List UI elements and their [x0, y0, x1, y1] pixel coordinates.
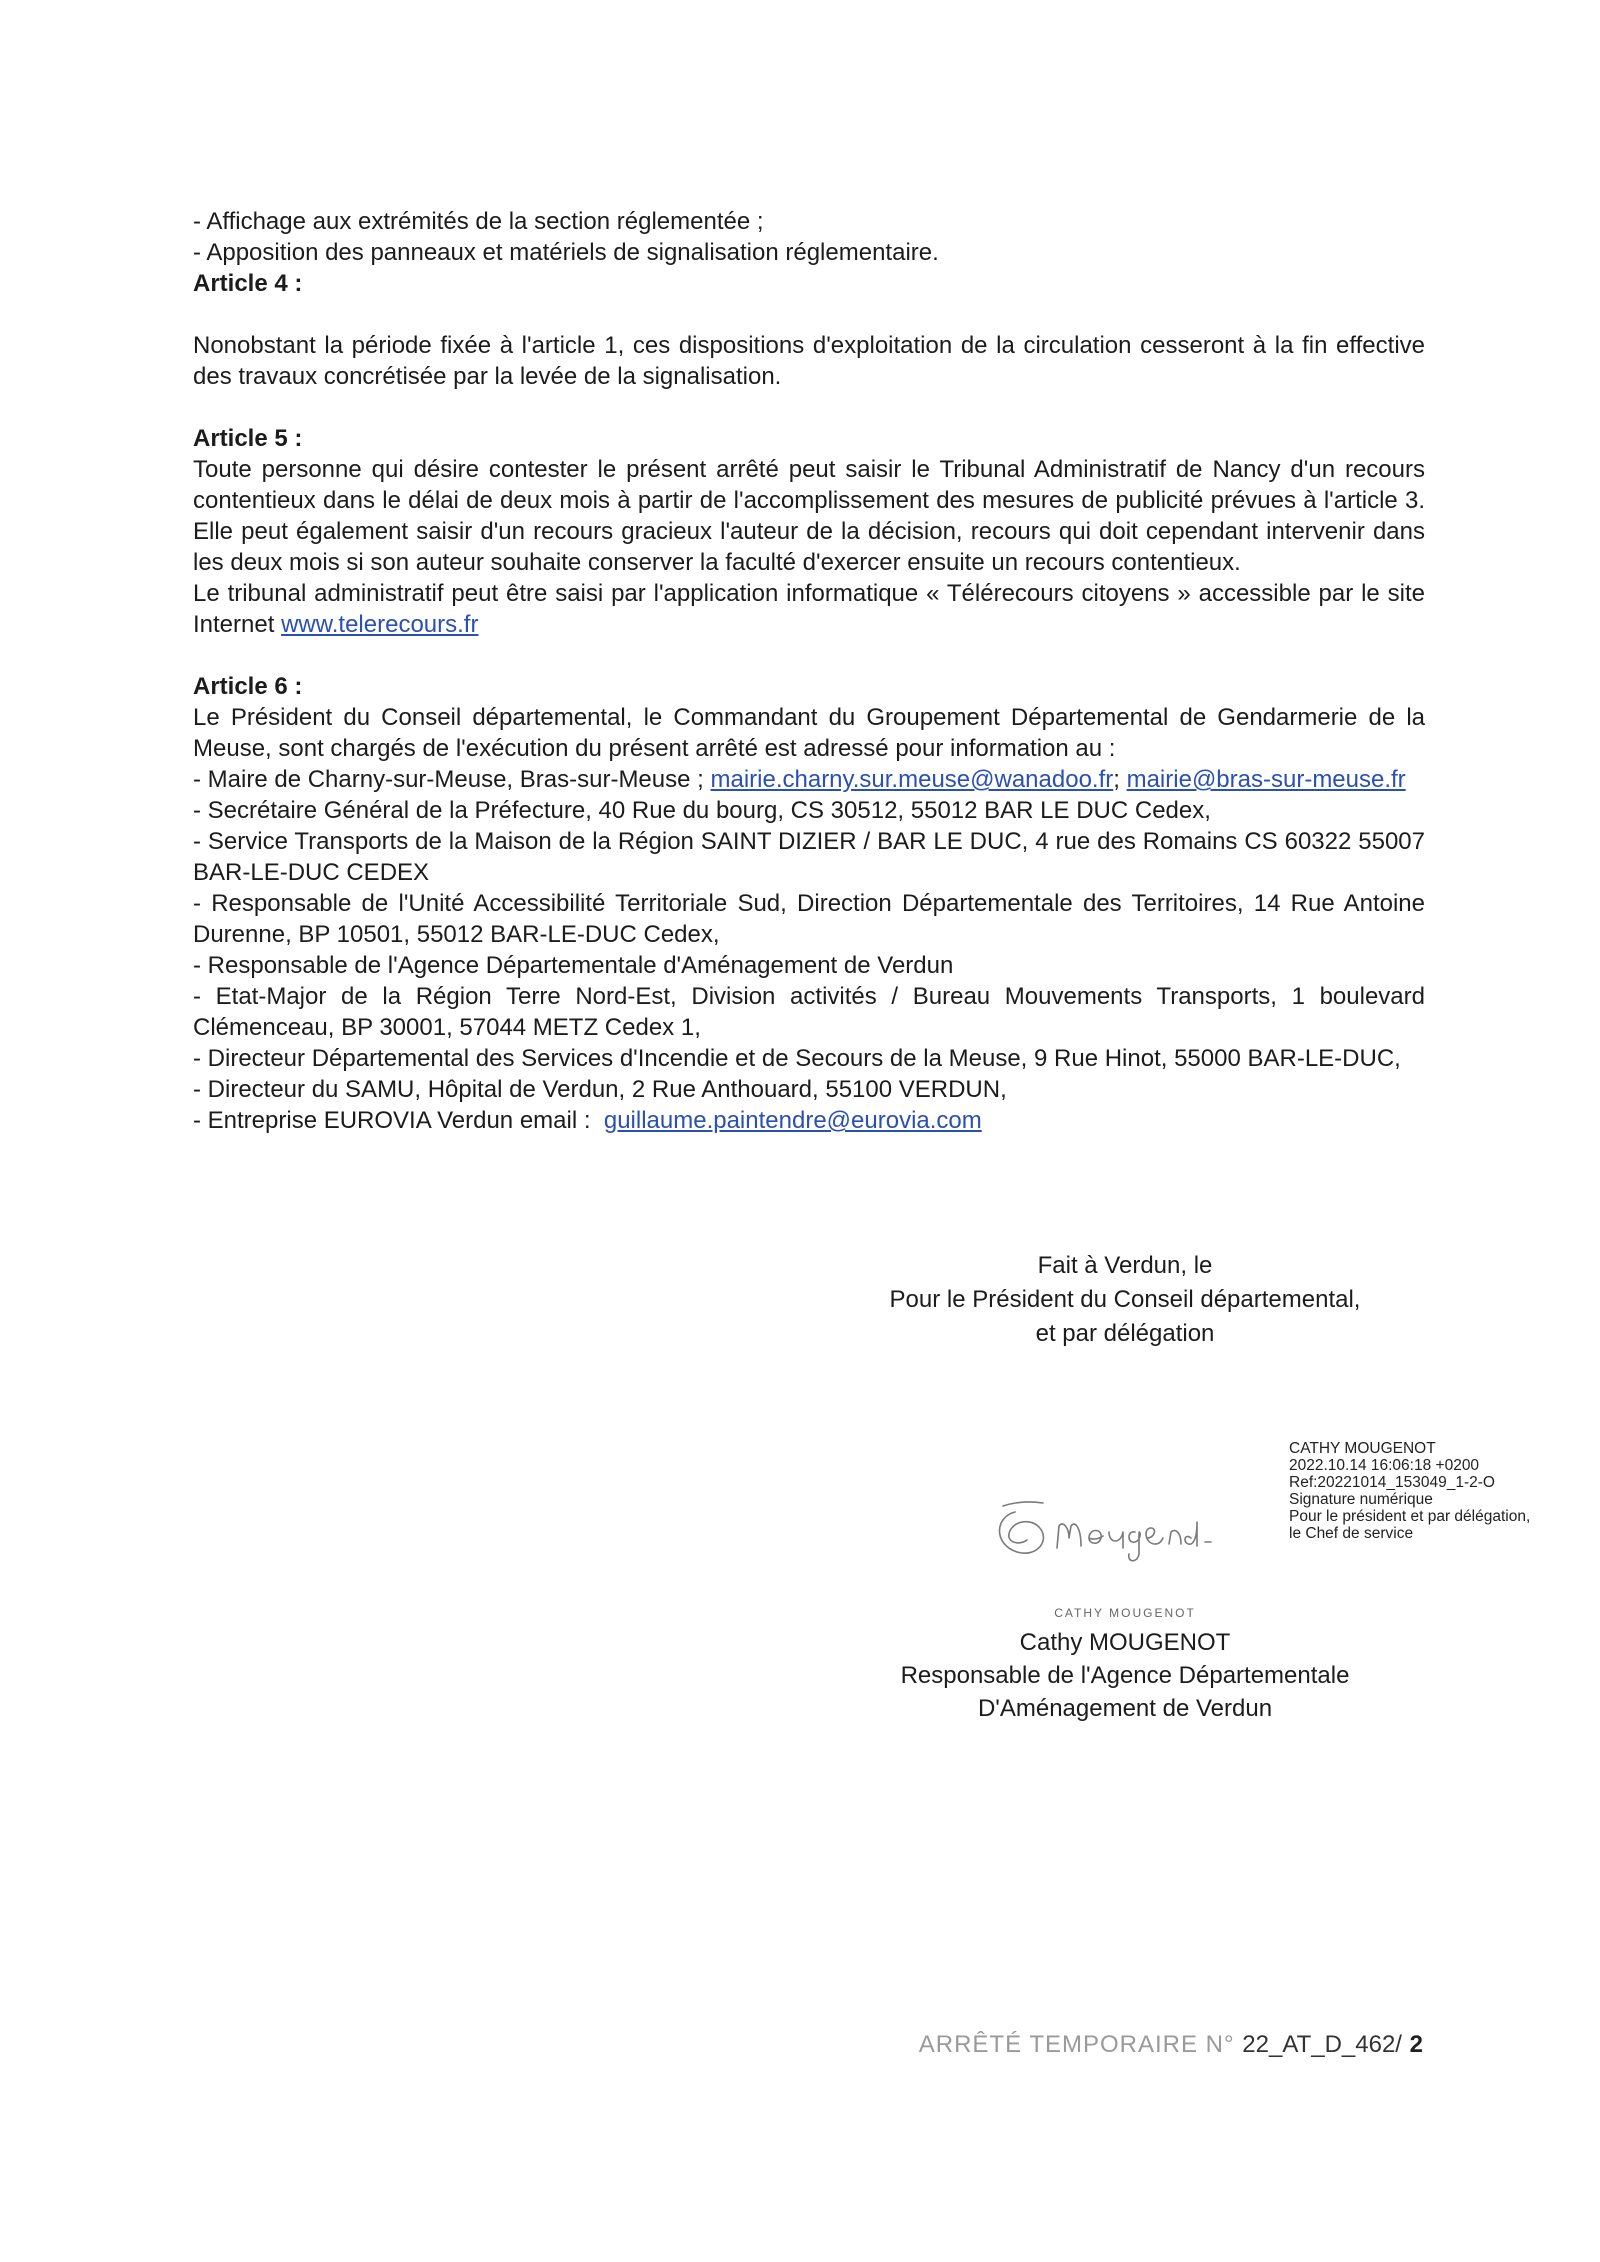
article-5-title: Article 5 : [193, 425, 303, 452]
stamp-datetime: 2022.10.14 16:06:18 +0200 [1289, 1457, 1480, 1474]
recipient-maire [193, 764, 1425, 795]
recipient-item: - Directeur Départemental des Services d'Incendie et de Secours de la Meuse, 9 Rue Hinot, 55000 BAR-LE-DUC, [193, 1045, 1401, 1072]
recipient-item: - Secrétaire Général de la Préfecture, 40 Rue du bourg, CS 30512, 55012 BAR LE DUC Cedex, [193, 797, 1211, 824]
footer-reference: 22_AT_D_462/ [1242, 2031, 1402, 2058]
article-4-text: Nonobstant la période fixée à l'article 1, ces dispositions d'exploitation de la circulation cesseront à la fin effective des travaux concrétisée par la levée de la signalisation. [193, 332, 1425, 390]
page-number: 2 [1409, 2031, 1423, 2058]
article-5-text: Toute personne qui désire contester le présent arrêté peut saisir le Tribunal Administratif de Nancy d'un recours contentieux dans le délai de deux mois à partir de l'accomplissement des mesures de publicité prévues à l'article 3. Elle peut également saisir d'un recours gracieux l'auteur de la décision, recours qui doit cependant intervenir dans les deux mois si son auteur souhaite conserver la faculté d'exercer ensuite un recours contentieux. [193, 456, 1425, 576]
stamp-delegation: Pour le président et par délégation, [1289, 1508, 1531, 1525]
tribunal-text: Le tribunal administratif peut être saisi par l'application informatique « Télérecours citoyens » accessible par le site Internet [193, 580, 1425, 638]
closing-block [800, 1249, 1450, 1351]
signer-block [800, 1626, 1450, 1725]
maire-email-charny-link[interactable]: mairie.charny.sur.meuse@wanadoo.fr [710, 766, 1114, 793]
bullet-apposition: - Apposition des panneaux et matériels de signalisation réglementaire. [193, 239, 939, 266]
maire-email-bras-link[interactable]: mairie@bras-sur-meuse.fr [1126, 766, 1406, 793]
closing-for-president: Pour le Président du Conseil départemental, [889, 1286, 1361, 1313]
handwritten-signature-image [985, 1482, 1235, 1572]
recipient-item: - Responsable de l'Agence Départementale d'Aménagement de Verdun [193, 952, 954, 979]
signature-caption: CATHY MOUGENOT [1054, 1606, 1196, 1620]
page-footer [919, 2031, 1423, 2059]
closing-delegation: et par délégation [1035, 1320, 1215, 1347]
recipient-item: - Directeur du SAMU, Hôpital de Verdun, 2 Rue Anthouard, 55100 VERDUN, [193, 1076, 1007, 1103]
stamp-role: le Chef de service [1289, 1525, 1414, 1542]
closing-place: Fait à Verdun, le [1037, 1252, 1213, 1279]
stamp-ref: Ref:20221014_153049_1-2-O [1289, 1474, 1495, 1491]
article-6-title: Article 6 : [193, 673, 303, 700]
article-6-intro: Le Président du Conseil départemental, le Commandant du Groupement Départemental de Gendarmerie de la Meuse, sont chargés de l'exécution du présent arrêté est adressé pour information au : [193, 704, 1425, 762]
signer-role-line2: D'Aménagement de Verdun [977, 1695, 1273, 1722]
recipient-item: - Responsable de l'Unité Accessibilité Territoriale Sud, Direction Départementale des Territoires, 14 Rue Antoine Durenne, BP 10501, 55012 BAR-LE-DUC Cedex, [193, 890, 1425, 948]
telerecours-link[interactable]: www.telerecours.fr [281, 611, 479, 638]
maire-separator: ; [1113, 766, 1120, 793]
footer-label: ARRÊTÉ TEMPORAIRE N° [918, 2031, 1235, 2058]
maire-prefix: - Maire de Charny-sur-Meuse, Bras-sur-Meuse ; [193, 766, 704, 793]
signer-role-line1: Responsable de l'Agence Départementale [900, 1662, 1350, 1689]
recipient-item: - Etat-Major de la Région Terre Nord-Est, Division activités / Bureau Mouvements Transports, 1 boulevard Clémenceau, BP 30001, 57044 METZ Cedex 1, [193, 983, 1425, 1041]
stamp-type: Signature numérique [1289, 1491, 1433, 1508]
eurovia-email-link[interactable]: guillaume.paintendre@eurovia.com [603, 1107, 982, 1134]
article-4-title: Article 4 : [193, 270, 303, 297]
document-body [193, 206, 1425, 1136]
recipient-eurovia [193, 1105, 1425, 1136]
digital-signature-stamp [1289, 1440, 1589, 1542]
bullet-affichage: - Affichage aux extrémités de la section réglementée ; [193, 208, 764, 235]
signer-name: Cathy MOUGENOT [1019, 1629, 1231, 1656]
article-5-tribunal [193, 578, 1425, 640]
eurovia-prefix: - Entreprise EUROVIA Verdun email : [193, 1107, 591, 1134]
stamp-name: CATHY MOUGENOT [1289, 1440, 1436, 1457]
recipient-item: - Service Transports de la Maison de la Région SAINT DIZIER / BAR LE DUC, 4 rue des Romains CS 60322 55007 BAR-LE-DUC CEDEX [193, 828, 1425, 886]
